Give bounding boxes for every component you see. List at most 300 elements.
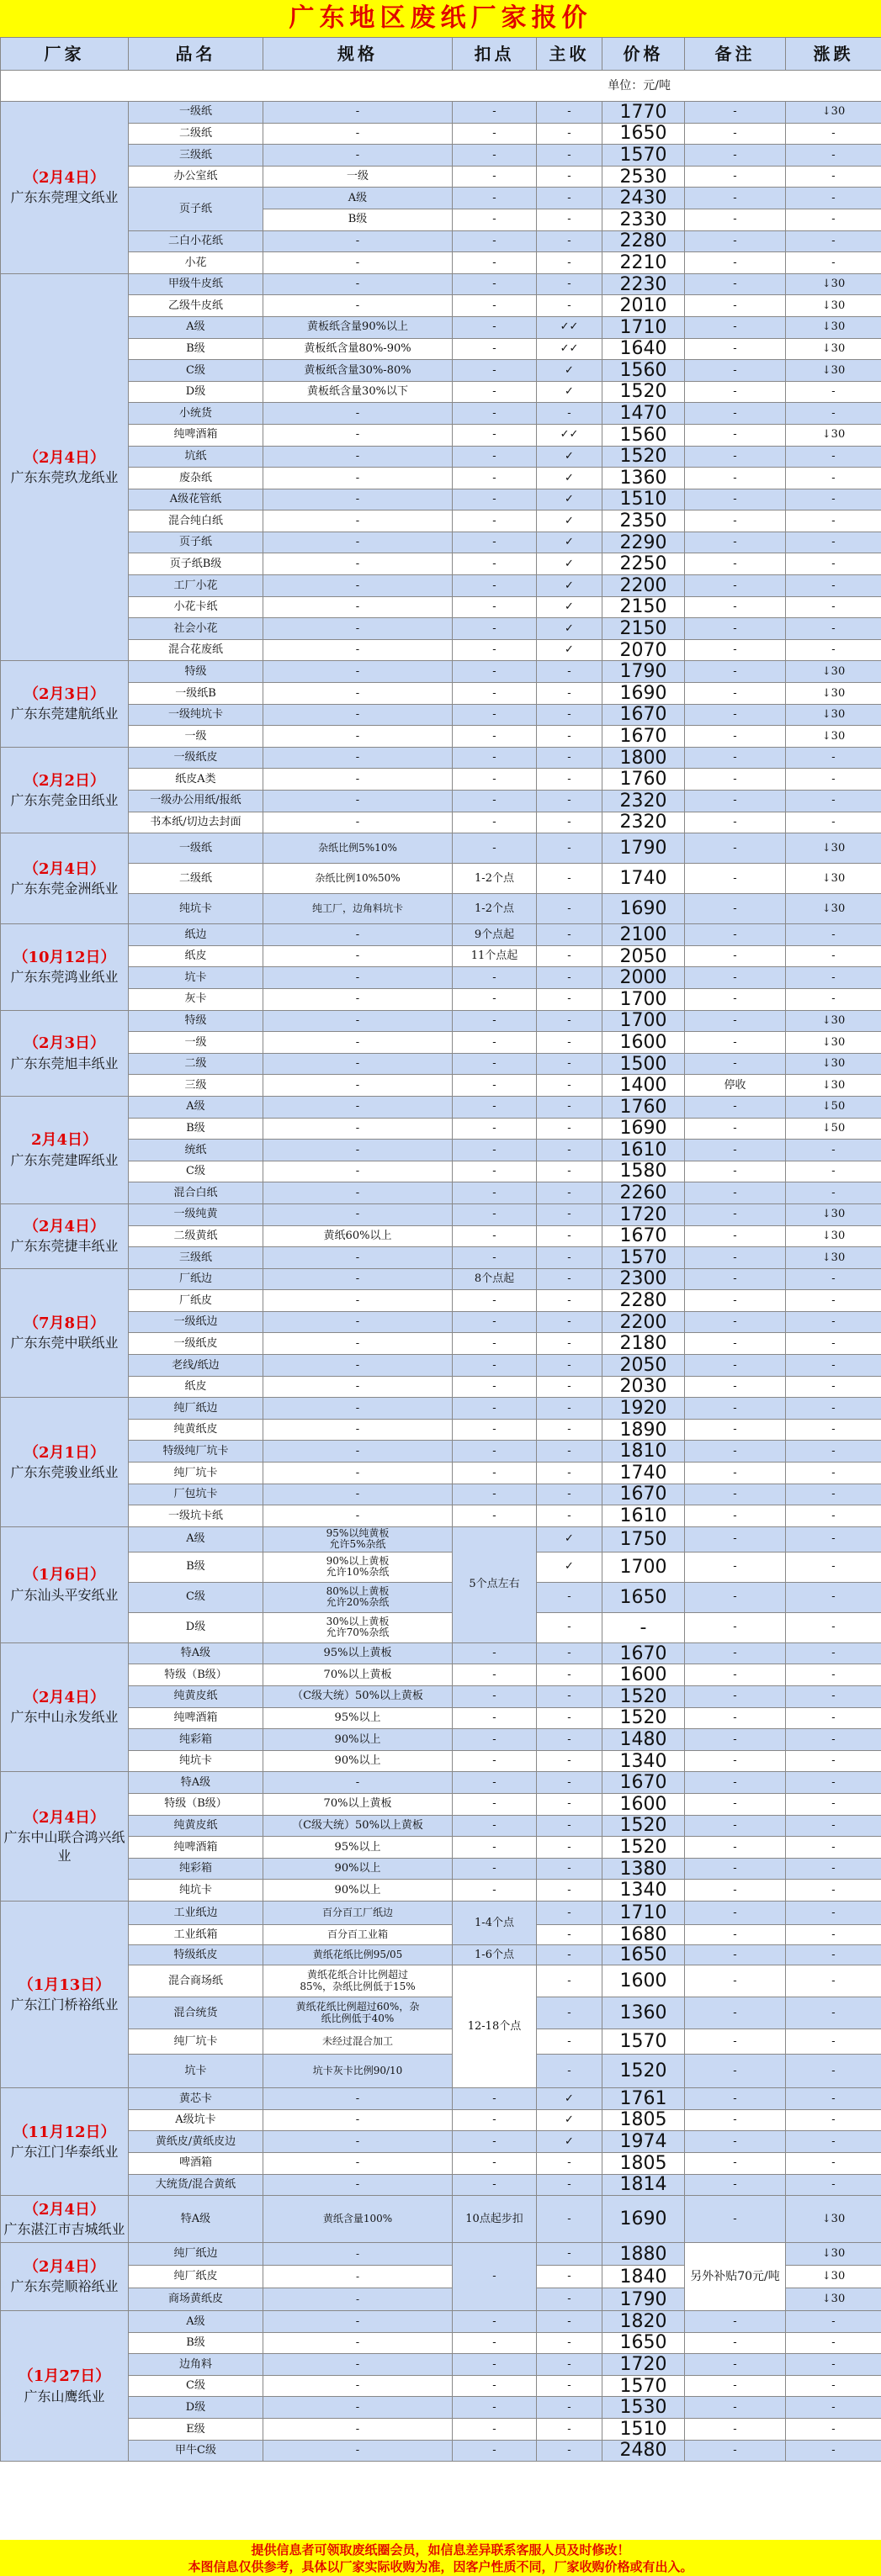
- main-collect: -: [537, 864, 602, 894]
- price: 2000: [602, 967, 685, 989]
- price: 2100: [602, 924, 685, 946]
- product-name: 黄纸皮/黄纸皮边: [129, 2131, 263, 2153]
- main-collect: ✓: [537, 489, 602, 510]
- note-cell: -: [685, 1612, 786, 1642]
- deduction: -: [453, 833, 537, 864]
- price: 1640: [602, 338, 685, 360]
- note-cell: -: [685, 1010, 786, 1032]
- main-collect: -: [537, 1182, 602, 1204]
- spec: -: [263, 2288, 453, 2311]
- deduction: 1-4个点: [453, 1901, 537, 1944]
- table-row: [1, 1772, 881, 1794]
- table-row: [1, 2375, 881, 2397]
- main-collect: -: [537, 2375, 602, 2397]
- change: -: [786, 2152, 881, 2174]
- product-name: 一级办公用纸/报纸: [129, 791, 263, 812]
- company-date: （2月4日）: [23, 1217, 106, 1235]
- deduction: -: [453, 2375, 537, 2397]
- main-collect: -: [537, 1441, 602, 1463]
- price: 2480: [602, 2440, 685, 2462]
- change: -: [786, 769, 881, 791]
- main-collect: ✓✓: [537, 424, 602, 446]
- company-name: 广东中山联合鸿兴纸业: [3, 1829, 125, 1864]
- change: -: [786, 188, 881, 209]
- table-row: [1, 2029, 881, 2055]
- product-name: 书本纸/切边去封面: [129, 812, 263, 833]
- deduction: 9个点起: [453, 924, 537, 946]
- spec: -: [263, 1772, 453, 1794]
- change: -: [786, 2088, 881, 2110]
- deduction: -: [453, 1707, 537, 1729]
- note-cell: -: [685, 618, 786, 640]
- change: ↓30: [786, 2196, 881, 2243]
- price: 1690: [602, 1118, 685, 1140]
- deduction: -: [453, 1053, 537, 1075]
- deduction: 5个点左右: [453, 1526, 537, 1642]
- deduction: -: [453, 1355, 537, 1377]
- change: -: [786, 489, 881, 510]
- change: -: [786, 1707, 881, 1729]
- change: -: [786, 2131, 881, 2153]
- deduction: -: [453, 1203, 537, 1225]
- note-cell: -: [685, 1664, 786, 1686]
- unit-row: [1, 71, 881, 102]
- change: ↓50: [786, 1118, 881, 1140]
- main-collect: -: [537, 123, 602, 145]
- spec: -: [263, 2088, 453, 2110]
- price: 1790: [602, 661, 685, 683]
- price: 1760: [602, 1096, 685, 1118]
- price: 1360: [602, 1997, 685, 2029]
- spec: -: [263, 726, 453, 748]
- main-collect: -: [537, 1582, 602, 1612]
- main-collect: -: [537, 1376, 602, 1398]
- product-name: 小花: [129, 252, 263, 274]
- note-cell: -: [685, 532, 786, 553]
- product-name: A级: [129, 1096, 263, 1118]
- main-collect: ✓✓: [537, 316, 602, 338]
- main-collect: -: [537, 2419, 602, 2441]
- change: -: [786, 1463, 881, 1484]
- company-name: 广东东莞骏业纸业: [10, 1463, 119, 1480]
- change: -: [786, 1582, 881, 1612]
- company-date: （2月4日）: [23, 2200, 106, 2219]
- change: ↓30: [786, 1247, 881, 1269]
- price: 2250: [602, 553, 685, 575]
- product-name: 办公室纸: [129, 166, 263, 188]
- note-cell: -: [685, 2152, 786, 2174]
- deduction: -: [453, 747, 537, 769]
- deduction: -: [453, 1441, 537, 1463]
- spec: -: [263, 1376, 453, 1398]
- note-cell: -: [685, 575, 786, 597]
- price: 1400: [602, 1075, 685, 1097]
- note-cell: -: [685, 1686, 786, 1708]
- note-cell: -: [685, 1203, 786, 1225]
- header-cell: 规格: [263, 38, 453, 71]
- table-row: [1, 1118, 881, 1140]
- spec: -: [263, 2419, 453, 2441]
- note-cell: -: [685, 1707, 786, 1729]
- main-collect: -: [537, 1225, 602, 1247]
- price: 2320: [602, 791, 685, 812]
- deduction: -: [453, 1686, 537, 1708]
- note-cell: -: [685, 661, 786, 683]
- note-cell: -: [685, 1225, 786, 1247]
- product-name: 二级黄纸: [129, 1225, 263, 1247]
- deduction: -: [453, 812, 537, 833]
- table-row: [1, 188, 881, 209]
- main-collect: ✓: [537, 360, 602, 382]
- table-row: [1, 924, 881, 946]
- main-collect: -: [537, 988, 602, 1010]
- price: 1670: [602, 1484, 685, 1505]
- deduction: -: [453, 252, 537, 274]
- table-row: [1, 2419, 881, 2441]
- note-cell: -: [685, 1398, 786, 1420]
- deduction: -: [453, 468, 537, 489]
- main-collect: ✓: [537, 510, 602, 532]
- change: -: [786, 209, 881, 230]
- deduction: -: [453, 2354, 537, 2376]
- product-name: 黄芯卡: [129, 2088, 263, 2110]
- note-cell: -: [685, 1815, 786, 1837]
- note-cell: -: [685, 424, 786, 446]
- change: -: [786, 618, 881, 640]
- spec: 70%以上黄板: [263, 1793, 453, 1815]
- price: 2290: [602, 532, 685, 553]
- product-name: 纯厂纸皮: [129, 2266, 263, 2288]
- deduction: -: [453, 661, 537, 683]
- note-cell: -: [685, 2196, 786, 2243]
- product-name: 一级纸皮: [129, 747, 263, 769]
- change: -: [786, 1505, 881, 1527]
- product-name: A级坑卡: [129, 2109, 263, 2131]
- product-name: 三级纸: [129, 145, 263, 167]
- price: 1670: [602, 726, 685, 748]
- spec: -: [263, 1333, 453, 1355]
- company-date: （1月27日）: [18, 2367, 111, 2386]
- note-cell: -: [685, 2109, 786, 2131]
- table-row: [1, 1505, 881, 1527]
- change: -: [786, 2055, 881, 2088]
- table-row: [1, 252, 881, 274]
- product-name: A级花管纸: [129, 489, 263, 510]
- change: -: [786, 1815, 881, 1837]
- change: -: [786, 1686, 881, 1708]
- table-row: [1, 102, 881, 124]
- spec: -: [263, 1096, 453, 1118]
- price: 1650: [602, 2332, 685, 2354]
- main-collect: -: [537, 2243, 602, 2266]
- price: 1560: [602, 360, 685, 382]
- price: 1600: [602, 1965, 685, 1997]
- main-collect: -: [537, 894, 602, 924]
- price: 2050: [602, 1355, 685, 1377]
- product-name: 页子纸: [129, 188, 263, 230]
- main-collect: -: [537, 209, 602, 230]
- table-row: [1, 1793, 881, 1815]
- product-name: 一级: [129, 1032, 263, 1054]
- table-row: [1, 2088, 881, 2110]
- price: 2210: [602, 252, 685, 274]
- product-name: 纯黄纸皮: [129, 1419, 263, 1441]
- spec: -: [263, 1268, 453, 1290]
- deduction: -: [453, 403, 537, 425]
- note-cell: -: [685, 381, 786, 403]
- main-collect: -: [537, 791, 602, 812]
- deduction: -: [453, 1247, 537, 1269]
- price: 1520: [602, 381, 685, 403]
- change: -: [786, 1997, 881, 2029]
- table-row: [1, 1032, 881, 1054]
- table-row: [1, 1182, 881, 1204]
- header-cell: 厂家: [1, 38, 129, 71]
- change: -: [786, 2332, 881, 2354]
- main-collect: -: [537, 2196, 602, 2243]
- table-row: [1, 864, 881, 894]
- change: ↓30: [786, 704, 881, 726]
- price: 2150: [602, 618, 685, 640]
- note-cell: -: [685, 2354, 786, 2376]
- deduction: -: [453, 639, 537, 661]
- note-cell: -: [685, 360, 786, 382]
- spec: -: [263, 1247, 453, 1269]
- table-row: [1, 553, 881, 575]
- product-name: D级: [129, 1612, 263, 1642]
- product-name: 厂纸皮: [129, 1290, 263, 1312]
- deduction: -: [453, 316, 537, 338]
- company-date: （2月3日）: [23, 685, 106, 704]
- spec: -: [263, 2354, 453, 2376]
- spec: -: [263, 2131, 453, 2153]
- header-cell: 涨跌: [786, 38, 881, 71]
- price: 1570: [602, 1247, 685, 1269]
- deduction: -: [453, 2332, 537, 2354]
- note-cell: -: [685, 894, 786, 924]
- deduction: -: [453, 967, 537, 989]
- note-cell: -: [685, 316, 786, 338]
- change: -: [786, 1526, 881, 1552]
- product-name: 大统货/混合黄纸: [129, 2174, 263, 2196]
- change: -: [786, 1290, 881, 1312]
- deduction: -: [453, 2419, 537, 2441]
- spec: -: [263, 1505, 453, 1527]
- main-collect: ✓: [537, 1526, 602, 1552]
- product-name: 二级纸: [129, 864, 263, 894]
- main-collect: -: [537, 1419, 602, 1441]
- main-collect: ✓: [537, 575, 602, 597]
- price: 2050: [602, 945, 685, 967]
- spec: -: [263, 489, 453, 510]
- deduction: -: [453, 1793, 537, 1815]
- table-row: [1, 381, 881, 403]
- change: -: [786, 403, 881, 425]
- company-cell: [1, 924, 129, 1010]
- change: -: [786, 166, 881, 188]
- table-row: [1, 1075, 881, 1097]
- note-cell: -: [685, 468, 786, 489]
- product-name: 坑卡: [129, 967, 263, 989]
- deduction: -: [453, 1161, 537, 1182]
- table-row: [1, 1463, 881, 1484]
- table-row: [1, 1858, 881, 1880]
- company-name: 广东中山永发纸业: [10, 1709, 119, 1726]
- change: ↓30: [786, 1203, 881, 1225]
- main-collect: -: [537, 1247, 602, 1269]
- deduction: -: [453, 1815, 537, 1837]
- product-name: 页子纸: [129, 532, 263, 553]
- main-collect: -: [537, 812, 602, 833]
- note-cell: -: [685, 1140, 786, 1161]
- note-cell: -: [685, 230, 786, 252]
- spec: 黄纸60%以上: [263, 1225, 453, 1247]
- price: 1880: [602, 2243, 685, 2266]
- deduction: -: [453, 988, 537, 1010]
- main-collect: -: [537, 252, 602, 274]
- note-cell: -: [685, 1526, 786, 1552]
- table-row: [1, 945, 881, 967]
- product-name: 厂包坑卡: [129, 1484, 263, 1505]
- deduction: -: [453, 1290, 537, 1312]
- price: 1650: [602, 123, 685, 145]
- company-cell: [1, 661, 129, 747]
- deduction: -: [453, 704, 537, 726]
- price: 1600: [602, 1032, 685, 1054]
- price: 1570: [602, 145, 685, 167]
- deduction: -: [453, 338, 537, 360]
- main-collect: -: [537, 230, 602, 252]
- price: 1690: [602, 894, 685, 924]
- spec: 黄板纸含量80%-90%: [263, 338, 453, 360]
- main-collect: ✓: [537, 468, 602, 489]
- table-row: [1, 1880, 881, 1902]
- note-cell: -: [685, 1945, 786, 1965]
- main-collect: -: [537, 1268, 602, 1290]
- price: 1840: [602, 2266, 685, 2288]
- spec: -: [263, 230, 453, 252]
- note-cell: -: [685, 791, 786, 812]
- company-name: 广东东莞金田纸业: [10, 791, 119, 808]
- main-collect: ✓: [537, 446, 602, 468]
- note-cell: -: [685, 1924, 786, 1944]
- price: 1520: [602, 446, 685, 468]
- note-cell: -: [685, 639, 786, 661]
- company-name: 广东东莞捷丰纸业: [10, 1238, 119, 1255]
- note-cell: -: [685, 1268, 786, 1290]
- note-cell: -: [685, 1965, 786, 1997]
- note-cell: -: [685, 2440, 786, 2462]
- price: 1600: [602, 1793, 685, 1815]
- change: ↓30: [786, 273, 881, 295]
- product-name: 纯厂坑卡: [129, 2029, 263, 2055]
- change: -: [786, 230, 881, 252]
- price: 2030: [602, 1376, 685, 1398]
- spec: 黄板纸含量30%-80%: [263, 360, 453, 382]
- change: ↓50: [786, 1096, 881, 1118]
- company-cell: [1, 2311, 129, 2462]
- price: 1680: [602, 1924, 685, 1944]
- table-row: [1, 1441, 881, 1463]
- table-row: [1, 1010, 881, 1032]
- table-row: [1, 2397, 881, 2419]
- change: -: [786, 2397, 881, 2419]
- product-name: 小统货: [129, 403, 263, 425]
- header-cell: 扣点: [453, 38, 537, 71]
- deduction: -: [453, 209, 537, 230]
- product-name: 纯啤酒箱: [129, 1707, 263, 1729]
- product-name: 混合统货: [129, 1997, 263, 2029]
- product-name: C级: [129, 1161, 263, 1182]
- main-collect: ✓: [537, 2109, 602, 2131]
- note-cell: -: [685, 1096, 786, 1118]
- product-name: 混合商场纸: [129, 1965, 263, 1997]
- note-cell: -: [685, 338, 786, 360]
- company-date: （2月4日）: [23, 2258, 106, 2277]
- note-cell: -: [685, 1161, 786, 1182]
- company-name: 广东山鹰纸业: [24, 2388, 105, 2404]
- main-collect: -: [537, 188, 602, 209]
- main-collect: -: [537, 166, 602, 188]
- price: 1920: [602, 1398, 685, 1420]
- product-name: 乙级牛皮纸: [129, 295, 263, 317]
- product-name: 甲牛C级: [129, 2440, 263, 2462]
- price: 1890: [602, 1419, 685, 1441]
- price: 1690: [602, 683, 685, 705]
- deduction: -: [453, 295, 537, 317]
- spec: 杂纸比例10%50%: [263, 864, 453, 894]
- price: 1670: [602, 1225, 685, 1247]
- company-cell: [1, 1526, 129, 1642]
- note-cell: -: [685, 2174, 786, 2196]
- spec: -: [263, 2375, 453, 2397]
- deduction: -: [453, 1837, 537, 1859]
- spec: -: [263, 2109, 453, 2131]
- note-cell: -: [685, 1837, 786, 1859]
- change: -: [786, 1901, 881, 1924]
- spec: 纯工厂，边角料坑卡: [263, 894, 453, 924]
- main-collect: -: [537, 726, 602, 748]
- spec: -: [263, 1182, 453, 1204]
- main-collect: -: [537, 1398, 602, 1420]
- company-name: 广东东莞鸿业纸业: [10, 969, 119, 986]
- table-row: [1, 230, 881, 252]
- note-cell: -: [685, 1053, 786, 1075]
- spec: -: [263, 446, 453, 468]
- spec: 95%以上: [263, 1707, 453, 1729]
- spec: -: [263, 1032, 453, 1054]
- main-collect: -: [537, 1096, 602, 1118]
- product-name: 一级纯坑卡: [129, 704, 263, 726]
- main-collect: ✓: [537, 553, 602, 575]
- product-name: 二级纸: [129, 123, 263, 145]
- table-row: [1, 894, 881, 924]
- footer-line: 提供信息者可领取废纸圈会员，如信息差异联系客服人员及时修改！: [251, 2542, 630, 2557]
- deduction: -: [453, 424, 537, 446]
- company-cell: [1, 2196, 129, 2243]
- price: 2430: [602, 188, 685, 209]
- table-row: [1, 1686, 881, 1708]
- table-row: [1, 295, 881, 317]
- spec: -: [263, 2152, 453, 2174]
- spec: -: [263, 468, 453, 489]
- deduction: 11个点起: [453, 945, 537, 967]
- deduction: -: [453, 1484, 537, 1505]
- spec: -: [263, 1140, 453, 1161]
- spec: -: [263, 683, 453, 705]
- price: 2200: [602, 575, 685, 597]
- change: -: [786, 553, 881, 575]
